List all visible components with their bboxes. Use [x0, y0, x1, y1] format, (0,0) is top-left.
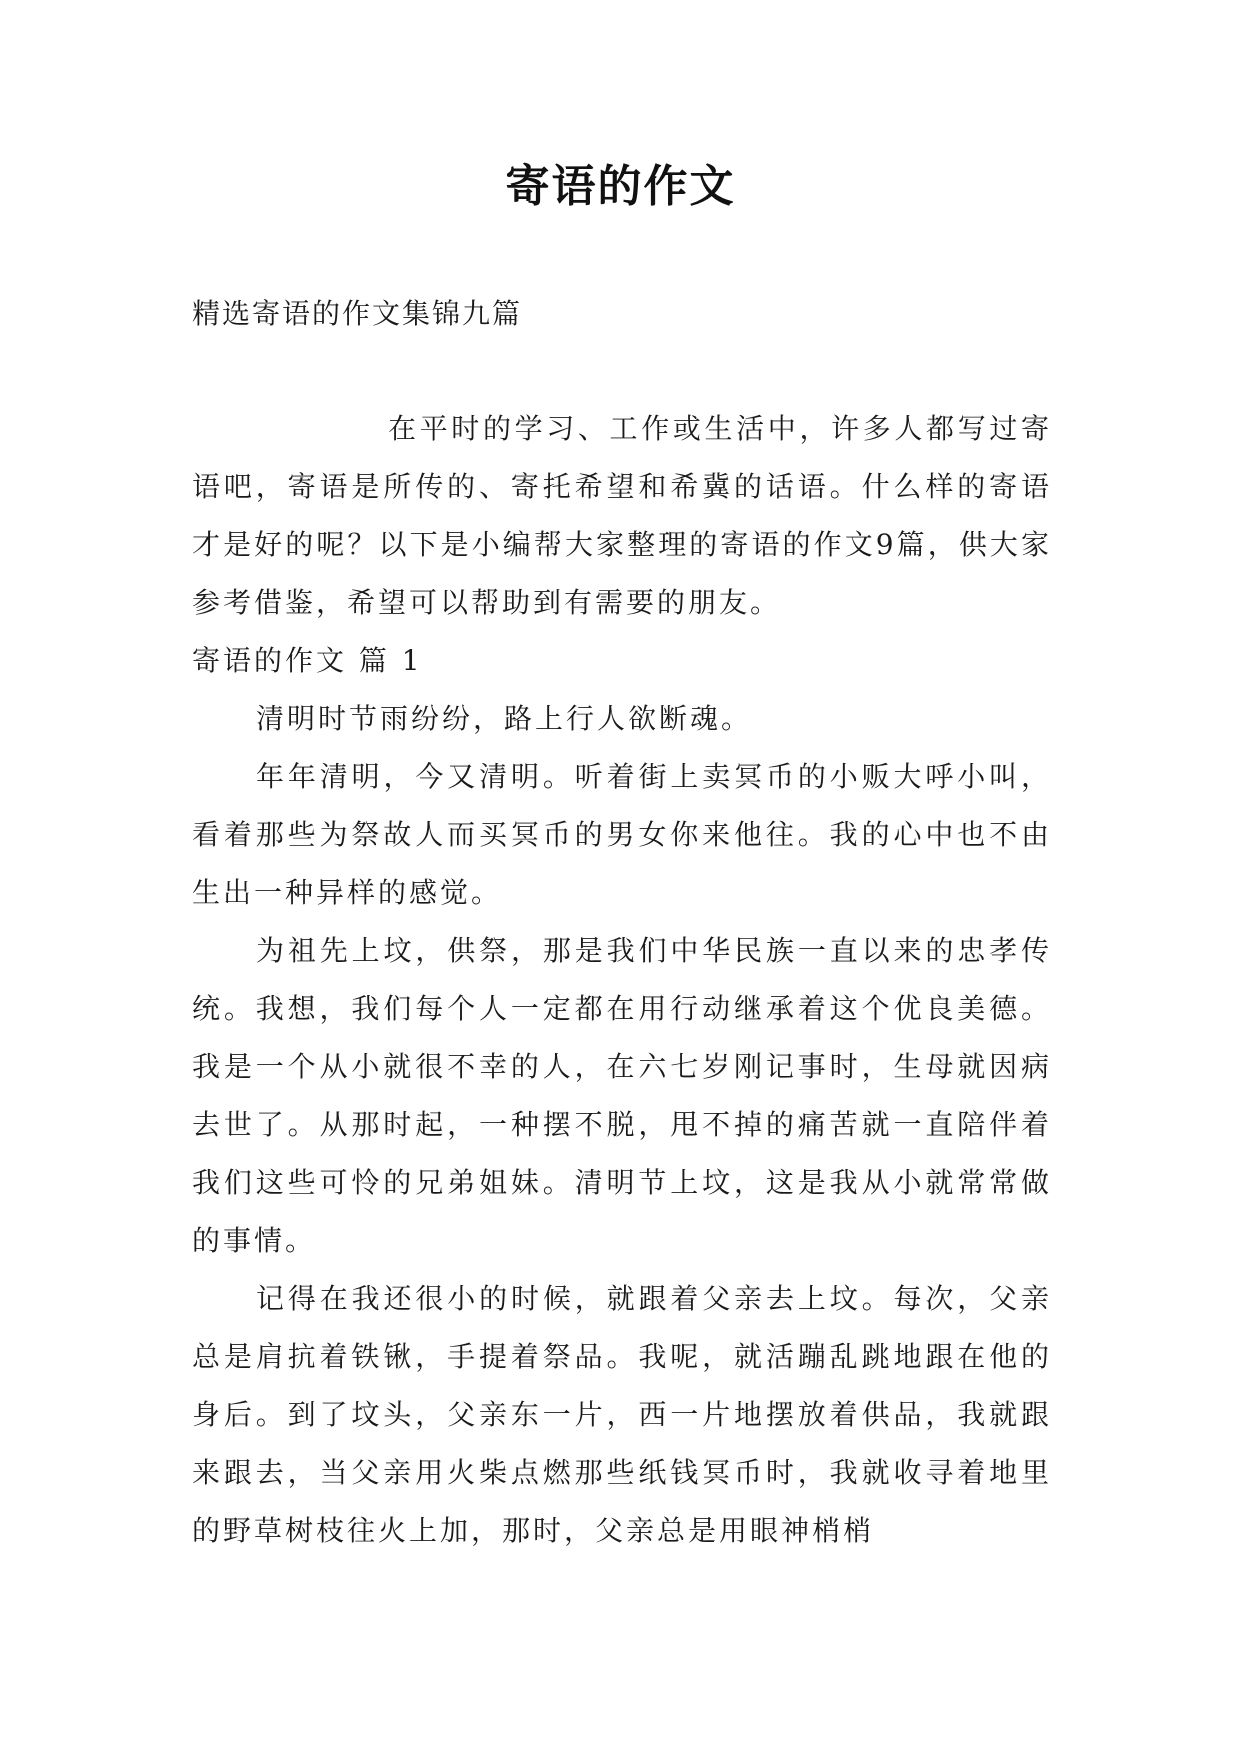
- body-paragraph: 清明时节雨纷纷，路上行人欲断魂。: [256, 702, 753, 735]
- document-body: [192, 400, 1052, 1560]
- document-subtitle: 精选寄语的作文集锦九篇: [192, 297, 523, 330]
- document-title: 寄语的作文: [505, 161, 736, 212]
- section-heading: 寄语的作文 篇 1: [192, 644, 423, 677]
- body-paragraph: 为祖先上坟，供祭，那是我们中华民族一直以来的忠孝传统。我想，我们每个人一定都在用行动继承着这个优良美德。我是一个从小就很不幸的人，在六七岁刚记事时，生母就因病去世了。从那时起，一种摆不脱，甩不掉的痛苦就一直陪伴着我们这些可怜的兄弟姐妹。清明节上坟，这是我从小就常常做的事情。: [192, 934, 1052, 1257]
- body-paragraph: 年年清明，今又清明。听着街上卖冥币的小贩大呼小叫，看着那些为祭故人而买冥币的男女你来他往。我的心中也不由生出一种异样的感觉。: [192, 760, 1052, 909]
- intro-paragraph: 在平时的学习、工作或生活中，许多人都写过寄语吧，寄语是所传的、寄托希望和希冀的话语。什么样的寄语才是好的呢？以下是小编帮大家整理的寄语的作文9篇，供大家参考借鉴，希望可以帮助到有需要的朋友。: [192, 412, 1052, 619]
- body-paragraph: 记得在我还很小的时候，就跟着父亲去上坟。每次，父亲总是肩抗着铁锹，手提着祭品。我呢，就活蹦乱跳地跟在他的身后。到了坟头，父亲东一片，西一片地摆放着供品，我就跟来跟去，当父亲用火柴点燃那些纸钱冥币时，我就收寻着地里的野草树枝往火上加，那时，父亲总是用眼神梢梢: [192, 1282, 1052, 1547]
